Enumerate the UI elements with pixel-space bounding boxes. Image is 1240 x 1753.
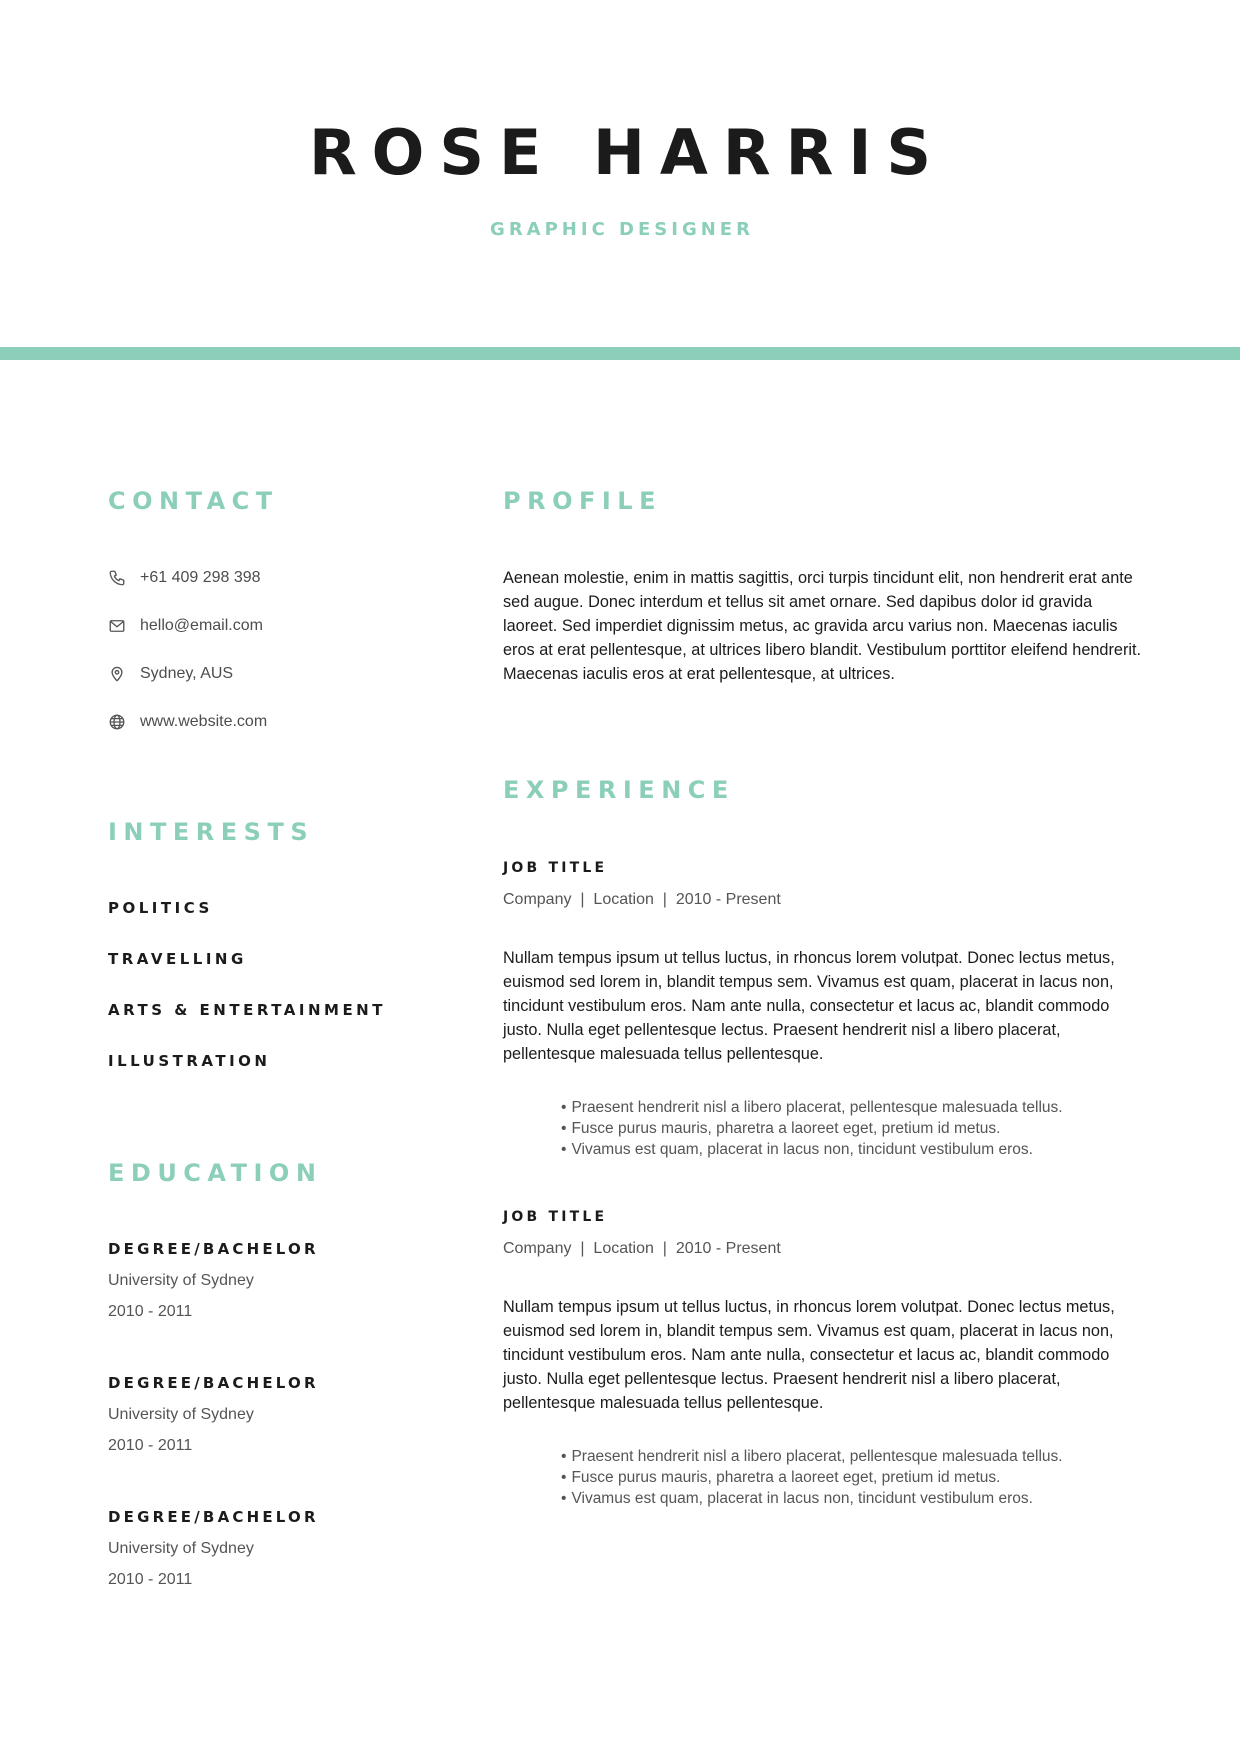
job-bullet: • Fusce purus mauris, pharetra a laoreet eget, pretium id metus. [561,1467,1161,1488]
interest-item: ILLUSTRATION [108,1052,271,1070]
profile-text: Aenean molestie, enim in mattis sagittis, orci turpis tincidunt elit, non hendrerit erat ante sed augue. Donec interdum et tellus sit amet ornare. Sed dapibus dolor id gravida laoreet. Sed imperdiet dignissim metus, ac gravida arcu varius non. Maecenas iaculis eros at erat pellentesque, at ultrices libero blandit. Vestibulum porttitor eleifend hendrerit. Maecenas iaculis eros at erat pellentesque, at ultrices. [503,569,1142,683]
contact-heading: CONTACT [108,487,279,515]
education-degree: DEGREE/BACHELOR [108,1374,319,1392]
contact-location [108,662,233,686]
job-description: Nullam tempus ipsum ut tellus luctus, in rhoncus lorem volutpat. Donec lectus metus, euismod sed lorem in, blandit tempus sem. Vivamus est quam, placerat in lacus non, tincidunt vestibulum eros. Nam ante nulla, consectetur et lacus ac, blandit commodo justo. Nulla eget pellentesque lectus. Praesent hendrerit nisl a libero placerat, pellentesque malesuada tellus pellentesque. [503,1298,1115,1412]
education-school: University of Sydney [108,1272,254,1289]
experience-heading: EXPERIENCE [503,776,735,804]
interest-item: POLITICS [108,899,213,917]
job-bullet-list [561,1446,1161,1509]
contact-website [108,710,267,734]
job-bullet: • Praesent hendrerit nisl a libero placerat, pellentesque malesuada tellus. [561,1097,1161,1118]
education-school: University of Sydney [108,1540,254,1557]
job-title: JOB TITLE [503,860,608,876]
job-title: JOB TITLE [503,1209,608,1225]
job-meta: Company | Location | 2010 - Present [503,1240,781,1257]
header-divider-bar [0,347,1240,360]
education-degree: DEGREE/BACHELOR [108,1240,319,1258]
globe-icon [108,713,126,731]
location-pin-icon [108,665,126,683]
job-bullet: • Vivamus est quam, placerat in lacus non, tincidunt vestibulum eros. [561,1488,1161,1509]
education-school: University of Sydney [108,1406,254,1423]
job-bullet: • Fusce purus mauris, pharetra a laoreet eget, pretium id metus. [561,1118,1161,1139]
job-bullet: • Praesent hendrerit nisl a libero placerat, pellentesque malesuada tellus. [561,1446,1161,1467]
phone-icon [108,569,126,587]
interests-heading: INTERESTS [108,818,315,846]
email-icon [108,617,126,635]
resume-role: GRAPHIC DESIGNER [490,219,754,240]
education-years: 2010 - 2011 [108,1571,193,1588]
job-description: Nullam tempus ipsum ut tellus luctus, in rhoncus lorem volutpat. Donec lectus metus, euismod sed lorem in, blandit tempus sem. Vivamus est quam, placerat in lacus non, tincidunt vestibulum eros. Nam ante nulla, consectetur et lacus ac, blandit commodo justo. Nulla eget pellentesque lectus. Praesent hendrerit nisl a libero placerat, pellentesque malesuada tellus pellentesque. [503,949,1115,1063]
resume-name: ROSE HARRIS [308,116,947,189]
job-bullet: • Vivamus est quam, placerat in lacus non, tincidunt vestibulum eros. [561,1139,1161,1160]
education-heading: EDUCATION [108,1159,323,1187]
job-meta: Company | Location | 2010 - Present [503,891,781,908]
contact-location-text: Sydney, AUS [140,665,234,682]
profile-heading: PROFILE [503,487,662,515]
contact-email-text: hello@email.com [140,617,263,634]
contact-phone [108,566,261,590]
interest-item: TRAVELLING [108,950,247,968]
contact-website-text: www.website.com [140,713,268,730]
interest-item: ARTS & ENTERTAINMENT [108,1001,386,1019]
education-years: 2010 - 2011 [108,1437,193,1454]
contact-email [108,614,263,638]
job-bullet-list [561,1097,1161,1160]
education-degree: DEGREE/BACHELOR [108,1508,319,1526]
education-years: 2010 - 2011 [108,1303,193,1320]
contact-phone-text: +61 409 298 398 [140,569,261,586]
